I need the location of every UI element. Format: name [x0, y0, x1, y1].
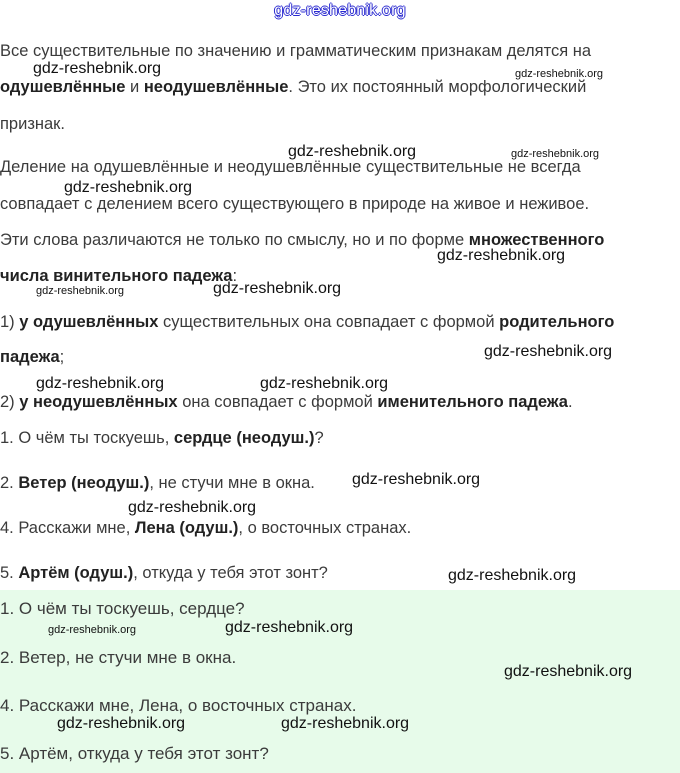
example-text: , откуда у тебя этот зонт?: [133, 564, 328, 582]
example-word: сердце (неодуш.): [173, 429, 315, 447]
rule-text: она совпадает с формой: [177, 393, 378, 411]
term-plural: множественного: [468, 231, 605, 249]
watermark: gdz-reshebnik.org: [504, 663, 633, 680]
rule-item-number: 1): [0, 313, 20, 331]
rule-text: .: [567, 393, 573, 411]
rule-paragraph-3-line-2: [0, 266, 237, 286]
watermark: gdz-reshebnik.org: [48, 624, 137, 636]
rule-text: Эти слова различаются не только по смыслу, но и по форме: [0, 231, 469, 249]
term-inanimate: неодушевлённые: [143, 78, 289, 96]
rule-text: :: [232, 267, 238, 285]
rule-paragraph-2-line-1: Деление на одушевлённые и неодушевлённые существительные не всегда: [0, 158, 581, 176]
watermark: gdz-reshebnik.org: [33, 60, 162, 77]
watermark: gdz-reshebnik.org: [57, 715, 186, 732]
example-2: [0, 473, 315, 493]
rule-item-1-line-1: [0, 312, 614, 332]
term-animate-case: у одушевлённых: [19, 313, 159, 331]
example-word: Артём (одуш.): [18, 564, 134, 582]
example-4: [0, 518, 411, 538]
watermark: gdz-reshebnik.org: [128, 499, 257, 516]
rule-item-number: 2): [0, 393, 20, 411]
example-text: , о восточных странах.: [238, 519, 412, 537]
example-word: Ветер (неодуш.): [18, 474, 150, 492]
example-word: Лена (одуш.): [134, 519, 239, 537]
example-5: [0, 563, 328, 583]
watermark: gdz-reshebnik.org: [36, 375, 165, 392]
watermark: gdz-reshebnik.org: [225, 619, 354, 636]
site-title[interactable]: gdz-reshebnik.org: [274, 2, 406, 19]
term-animate: одушевлённые: [0, 78, 126, 96]
answer-4: 4. Расскажи мне, Лена, о восточных странах.: [0, 696, 357, 715]
rule-item-1-line-2: [0, 347, 64, 367]
answer-block: [0, 590, 680, 773]
watermark: gdz-reshebnik.org: [36, 285, 125, 297]
rule-text: существительных она совпадает с формой: [158, 313, 500, 331]
watermark: gdz-reshebnik.org: [64, 179, 193, 196]
rule-text: . Это их постоянный морфологический: [288, 78, 587, 96]
example-text: 1. О чём ты тоскуешь,: [0, 429, 174, 447]
example-text: 5.: [0, 564, 19, 582]
watermark: gdz-reshebnik.org: [288, 143, 417, 160]
rule-paragraph-2-line-2: совпадает с делением всего существующего в природе на живое и неживое.: [0, 195, 590, 213]
example-1: [0, 428, 324, 448]
watermark: gdz-reshebnik.org: [515, 68, 604, 80]
answer-1: 1. О чём ты тоскуешь, сердце?: [0, 599, 245, 618]
example-text: 2.: [0, 474, 19, 492]
term-accusative-plural: числа винительного падежа: [0, 267, 233, 285]
conjunction: и: [125, 78, 144, 96]
watermark: gdz-reshebnik.org: [448, 567, 577, 584]
term-case: падежа: [0, 348, 60, 366]
watermark: gdz-reshebnik.org: [281, 715, 410, 732]
rule-paragraph-1-line-1: Все существительные по значению и грамматическим признакам делятся на: [0, 42, 592, 60]
answer-2: 2. Ветер, не стучи мне в окна.: [0, 648, 237, 667]
watermark: gdz-reshebnik.org: [260, 375, 389, 392]
term-genitive: родительного: [499, 313, 615, 331]
watermark: gdz-reshebnik.org: [511, 148, 600, 160]
example-text: 4. Расскажи мне,: [0, 519, 135, 537]
term-nominative: именительного падежа: [377, 393, 568, 411]
watermark: gdz-reshebnik.org: [213, 280, 342, 297]
example-text: ?: [314, 429, 324, 447]
watermark: gdz-reshebnik.org: [484, 343, 613, 360]
rule-item-2: [0, 392, 573, 412]
watermark: gdz-reshebnik.org: [437, 247, 566, 264]
rule-paragraph-1-line-3: признак.: [0, 115, 65, 133]
watermark: gdz-reshebnik.org: [352, 471, 481, 488]
answer-5: 5. Артём, откуда у тебя этот зонт?: [0, 744, 269, 763]
rule-text: ;: [59, 348, 65, 366]
example-text: , не стучи мне в окна.: [149, 474, 315, 492]
rule-paragraph-1-line-2: [0, 77, 586, 97]
term-inanimate-case: у неодушевлённых: [19, 393, 178, 411]
